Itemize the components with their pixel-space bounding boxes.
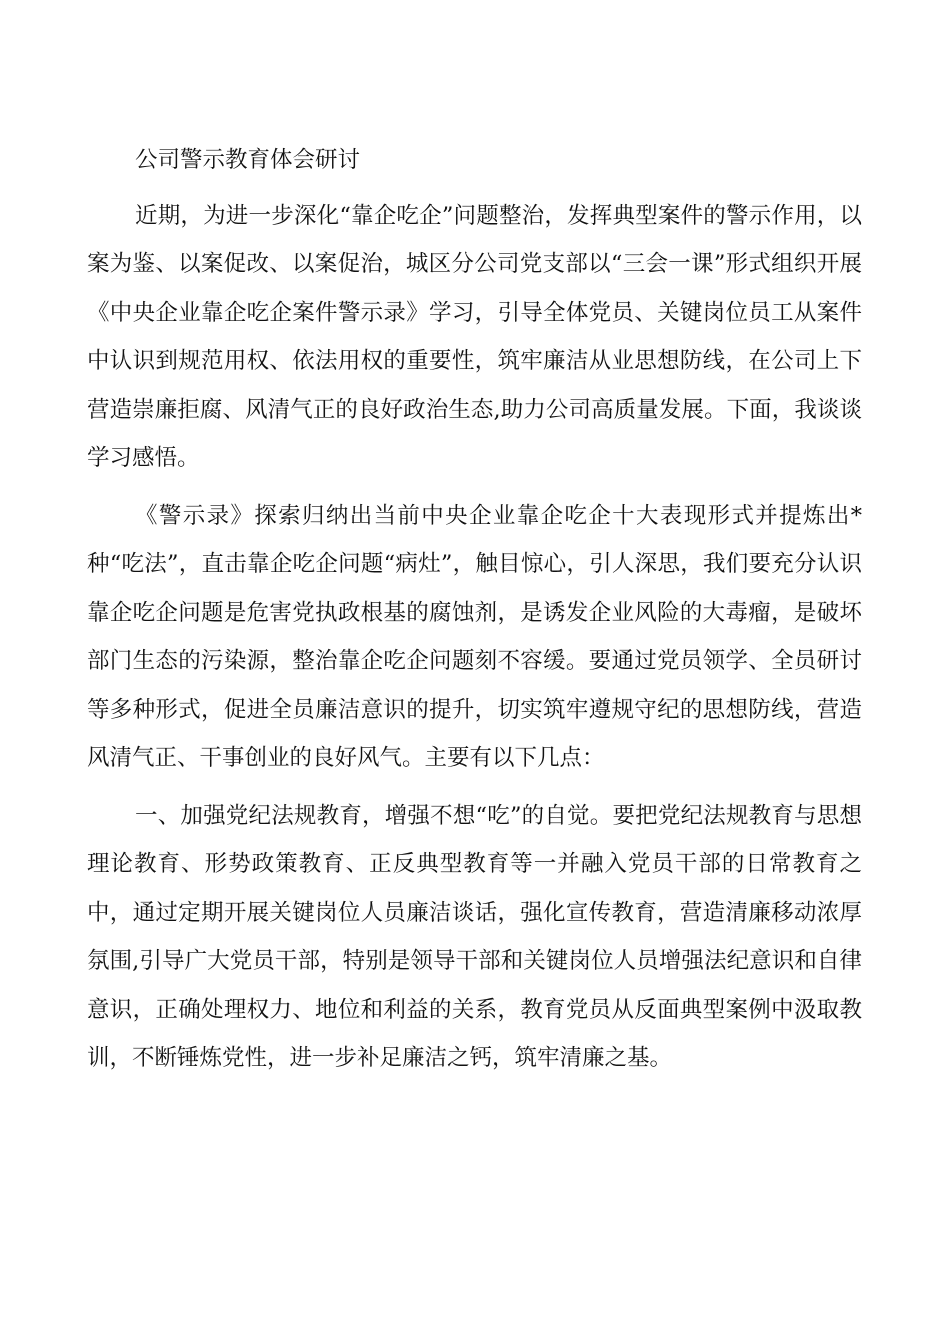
paragraph-warning-record: 《警示录》探索归纳出当前中央企业靠企吃企十大表现形式并提炼出*种“吃法”，直击靠企吃企问题“病灶”，触目惊心，引人深思，我们要充分认识靠企吃企问题是危害党执政根基的腐蚀剂，是诱发企业风险的大毒瘤，是破坏部门生态的污染源，整治靠企吃企问题刻不容缓。要通过党员领学、全员研讨等多种形式，促进全员廉洁意识的提升，切实筑牢遵规守纪的思想防线，营造风清气正、干事创业的良好风气。主要有以下几点：	[87, 502, 862, 771]
document-body	[87, 136, 862, 1092]
document-title: 公司警示教育体会研讨	[135, 147, 361, 173]
paragraph-intro: 近期，为进一步深化“靠企吃企”问题整治，发挥典型案件的警示作用，以案为鉴、以案促改、以案促治，城区分公司党支部以“三会一课”形式组织开展《中央企业靠企吃企案件警示录》学习，引导全体党员、关键岗位员工从案件中认识到规范用权、依法用权的重要性，筑牢廉洁从业思想防线，在公司上下营造崇廉拒腐、风清气正的良好政治生态,助力公司高质量发展。下面，我谈谈学习感悟。	[87, 202, 862, 471]
paragraph-point-one: 一、加强党纪法规教育，增强不想“吃”的自觉。要把党纪法规教育与思想理论教育、形势政策教育、正反典型教育等一并融入党员干部的日常教育之中，通过定期开展关键岗位人员廉洁谈话，强化宣传教育，营造清廉移动浓厚氛围,引导广大党员干部，特别是领导干部和关键岗位人员增强法纪意识和自律意识，正确处理权力、地位和利益的关系，教育党员从反面典型案例中汲取教训，不断锤炼党性，进一步补足廉洁之钙，筑牢清廉之基。	[87, 802, 862, 1071]
